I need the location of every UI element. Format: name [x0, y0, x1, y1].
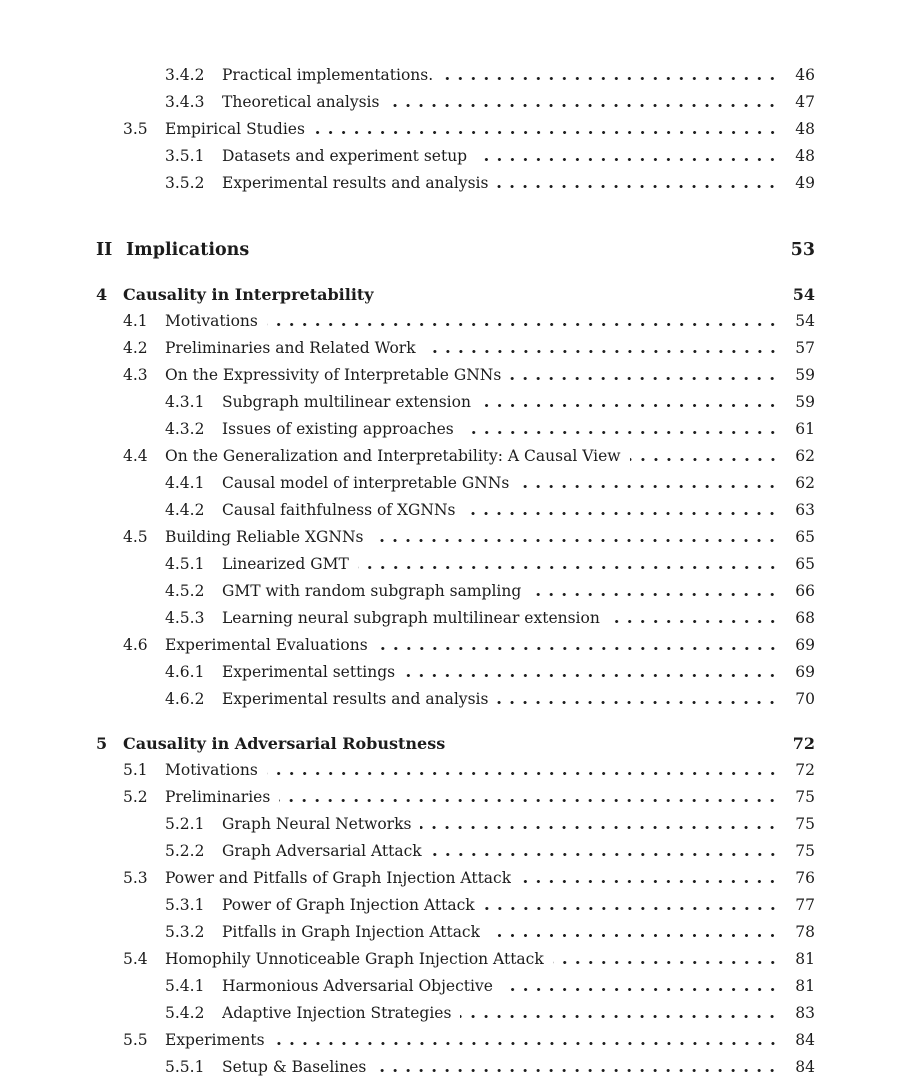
entry-number: 4.5.2 [165, 582, 205, 600]
toc-entry[interactable] [96, 281, 815, 308]
toc-entry[interactable] [96, 973, 815, 1000]
entry-number: II [96, 240, 113, 260]
entry-number: 5.5 [123, 1031, 148, 1049]
entry-page-number: 81 [795, 977, 815, 995]
entry-title: Implications [126, 240, 250, 260]
toc-entry[interactable] [96, 578, 815, 605]
dot-leader [553, 961, 779, 964]
toc-entry[interactable] [96, 1027, 815, 1054]
entry-number: 5.2.2 [165, 842, 205, 860]
entry-title: Experimental settings [222, 663, 396, 681]
entry-page-number: 47 [795, 93, 815, 111]
dot-leader [383, 297, 779, 300]
entry-page-number: 66 [795, 582, 815, 600]
entry-title: Issues of existing approaches [222, 420, 454, 438]
dot-leader [454, 746, 779, 749]
dot-leader [489, 934, 779, 937]
entry-title: Causal faithfulness of XGNNs [222, 501, 456, 519]
dot-leader [502, 988, 779, 991]
entry-number: 5.2 [123, 788, 148, 806]
dot-leader [279, 799, 779, 802]
entry-page-number: 65 [795, 555, 815, 573]
toc-entry[interactable] [96, 811, 815, 838]
entry-title: On the Expressivity of Interpretable GNNs [165, 366, 502, 384]
entry-page-number: 78 [795, 923, 815, 941]
entry-title: Graph Neural Networks [222, 815, 412, 833]
entry-title: Adaptive Injection Strategies [222, 1004, 452, 1022]
entry-page-number: 61 [795, 420, 815, 438]
dot-leader [431, 853, 779, 856]
toc-entry[interactable] [96, 551, 815, 578]
entry-page-number: 75 [795, 842, 815, 860]
entry-number: 4 [96, 285, 108, 304]
entry-page-number: 75 [795, 815, 815, 833]
entry-title: Harmonious Adversarial Objective [222, 977, 493, 995]
toc-entry[interactable] [96, 1054, 815, 1081]
entry-title: Homophily Unnoticeable Graph Injection Attack [165, 950, 544, 968]
dot-leader [630, 458, 779, 461]
entry-number: 5 [96, 734, 108, 753]
toc-entry[interactable] [96, 784, 815, 811]
entry-page-number: 59 [795, 366, 815, 384]
entry-title: Setup & Baselines [222, 1058, 367, 1076]
dot-leader [460, 1015, 779, 1018]
entry-number: 4.4.2 [165, 501, 205, 519]
entry-page-number: 69 [795, 636, 815, 654]
entry-page-number: 81 [795, 950, 815, 968]
dot-leader [425, 350, 779, 353]
entry-title: Causality in Adversarial Robustness [123, 734, 446, 753]
entry-number: 5.2.1 [165, 815, 205, 833]
toc-entry[interactable] [96, 1000, 815, 1027]
entry-page-number: 77 [795, 896, 815, 914]
toc-entry[interactable] [96, 416, 815, 443]
entry-number: 5.4 [123, 950, 148, 968]
entry-page-number: 68 [795, 609, 815, 627]
entry-title: Experimental results and analysis [222, 690, 489, 708]
entry-title: Causality in Interpretability [123, 285, 374, 304]
toc-entry[interactable] [96, 362, 815, 389]
dot-leader [518, 485, 779, 488]
entry-title: On the Generalization and Interpretability: A Causal View [165, 447, 621, 465]
dot-leader [497, 701, 779, 704]
dot-leader [274, 1042, 779, 1045]
dot-leader [497, 185, 779, 188]
dot-leader [609, 620, 779, 623]
entry-number: 5.1 [123, 761, 148, 779]
entry-title: Power of Graph Injection Attack [222, 896, 475, 914]
entry-title: Linearized GMT [222, 555, 349, 573]
toc-entry[interactable] [96, 389, 815, 416]
dot-leader [404, 674, 779, 677]
entry-title: Motivations [165, 761, 258, 779]
entry-number: 4.6.2 [165, 690, 205, 708]
dot-leader [420, 826, 779, 829]
toc-entry[interactable] [96, 865, 815, 892]
dot-leader [520, 880, 779, 883]
entry-number: 5.4.1 [165, 977, 205, 995]
entry-page-number: 63 [795, 501, 815, 519]
toc-entry[interactable] [96, 443, 815, 470]
dot-leader [530, 593, 779, 596]
dot-leader [314, 131, 779, 134]
entry-page-number: 57 [795, 339, 815, 357]
entry-number: 4.5.3 [165, 609, 205, 627]
toc-entry[interactable] [96, 605, 815, 632]
toc-entry[interactable] [96, 237, 815, 264]
entry-title: Preliminaries [165, 788, 271, 806]
toc-entry[interactable] [96, 730, 815, 757]
toc-entry[interactable] [96, 757, 815, 784]
toc-entry[interactable] [96, 686, 815, 713]
entry-page-number: 59 [795, 393, 815, 411]
toc-entry[interactable] [96, 143, 815, 170]
entry-number: 5.3.1 [165, 896, 205, 914]
entry-page-number: 48 [795, 120, 815, 138]
entry-page-number: 83 [795, 1004, 815, 1022]
entry-page-number: 70 [795, 690, 815, 708]
entry-title: Graph Adversarial Attack [222, 842, 422, 860]
toc-entry[interactable] [96, 116, 815, 143]
dot-leader [267, 772, 779, 775]
dot-leader [464, 512, 779, 515]
dot-leader [442, 77, 779, 80]
dot-leader [375, 1069, 779, 1072]
entry-title: Pitfalls in Graph Injection Attack [222, 923, 481, 941]
entry-title: Theoretical analysis [222, 93, 380, 111]
toc-entry[interactable] [96, 335, 815, 362]
dot-leader [358, 566, 779, 569]
entry-page-number: 48 [795, 147, 815, 165]
entry-number: 5.4.2 [165, 1004, 205, 1022]
entry-number: 5.5.1 [165, 1058, 205, 1076]
toc-entry[interactable] [96, 919, 815, 946]
entry-page-number: 72 [792, 734, 815, 753]
toc-entry[interactable] [96, 497, 815, 524]
entry-page-number: 65 [795, 528, 815, 546]
entry-page-number: 75 [795, 788, 815, 806]
entry-title: Motivations [165, 312, 258, 330]
entry-number: 4.3.1 [165, 393, 205, 411]
entry-title: Subgraph multilinear extension [222, 393, 471, 411]
entry-number: 4.3 [123, 366, 148, 384]
entry-title: Causal model of interpretable GNNs [222, 474, 510, 492]
entry-title: Empirical Studies [165, 120, 305, 138]
entry-number: 4.2 [123, 339, 148, 357]
entry-title: GMT with random subgraph sampling [222, 582, 522, 600]
entry-number: 3.5.1 [165, 147, 205, 165]
toc-entry[interactable] [96, 946, 815, 973]
dot-leader [476, 158, 779, 161]
table-of-contents [96, 62, 815, 1081]
entry-title: Power and Pitfalls of Graph Injection Attack [165, 869, 512, 887]
dot-leader [372, 539, 779, 542]
entry-number: 4.5 [123, 528, 148, 546]
dot-leader [484, 907, 779, 910]
entry-page-number: 62 [795, 447, 815, 465]
entry-number: 4.5.1 [165, 555, 205, 573]
toc-entry[interactable] [96, 632, 815, 659]
entry-number: 4.4.1 [165, 474, 205, 492]
entry-number: 3.5 [123, 120, 148, 138]
entry-title: Building Reliable XGNNs [165, 528, 364, 546]
toc-entry[interactable] [96, 892, 815, 919]
entry-number: 4.6 [123, 636, 148, 654]
entry-title: Experiments [165, 1031, 265, 1049]
entry-page-number: 53 [790, 240, 815, 260]
entry-title: Learning neural subgraph multilinear extension [222, 609, 600, 627]
toc-entry[interactable] [96, 524, 815, 551]
entry-title: Experimental Evaluations [165, 636, 368, 654]
dot-leader [267, 323, 779, 326]
toc-entry[interactable] [96, 170, 815, 197]
entry-number: 5.3.2 [165, 923, 205, 941]
entry-number: 5.3 [123, 869, 148, 887]
entry-page-number: 84 [795, 1058, 815, 1076]
dot-leader [463, 431, 779, 434]
entry-number: 4.3.2 [165, 420, 205, 438]
toc-entry[interactable] [96, 62, 815, 89]
entry-number: 4.6.1 [165, 663, 205, 681]
entry-number: 3.4.2 [165, 66, 205, 84]
entry-title: Datasets and experiment setup [222, 147, 468, 165]
dot-leader [480, 404, 779, 407]
entry-number: 4.1 [123, 312, 148, 330]
toc-entry[interactable] [96, 470, 815, 497]
entry-title: Preliminaries and Related Work [165, 339, 416, 357]
entry-page-number: 62 [795, 474, 815, 492]
dot-leader [258, 252, 779, 255]
entry-number: 4.4 [123, 447, 148, 465]
toc-entry[interactable] [96, 308, 815, 335]
entry-page-number: 49 [795, 174, 815, 192]
entry-page-number: 54 [795, 312, 815, 330]
toc-entry[interactable] [96, 838, 815, 865]
entry-page-number: 84 [795, 1031, 815, 1049]
entry-page-number: 69 [795, 663, 815, 681]
entry-title: Practical implementations. [222, 66, 434, 84]
entry-number: 3.5.2 [165, 174, 205, 192]
dot-leader [388, 104, 779, 107]
dot-leader [510, 377, 779, 380]
toc-entry[interactable] [96, 659, 815, 686]
entry-number: 3.4.3 [165, 93, 205, 111]
dot-leader [377, 647, 779, 650]
toc-entry[interactable] [96, 89, 815, 116]
entry-page-number: 72 [795, 761, 815, 779]
entry-title: Experimental results and analysis [222, 174, 489, 192]
entry-page-number: 54 [792, 285, 815, 304]
entry-page-number: 76 [795, 869, 815, 887]
entry-page-number: 46 [795, 66, 815, 84]
